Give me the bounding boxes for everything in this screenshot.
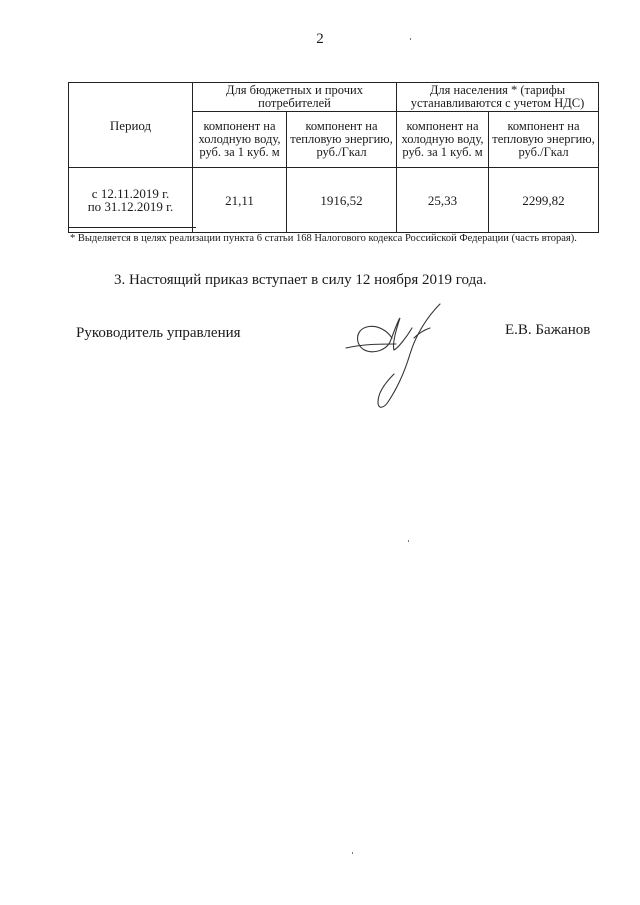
- footnote: * Выделяется в целях реализации пункта 6 статьи 168 Налогового кодекса Российской Федерации (часть вторая).: [70, 233, 577, 244]
- tariff-table: [68, 82, 599, 233]
- group-header-budget: Для бюджетных и прочих потребителей: [193, 83, 397, 112]
- period-header: Период: [69, 83, 193, 168]
- period-from: с 12.11.2019 г.: [91, 186, 170, 201]
- order-clause: 3. Настоящий приказ вступает в силу 12 ноября 2019 года.: [114, 272, 487, 288]
- subheader-budget-heat: компонент на тепловую энергию, руб./Гкал: [287, 112, 397, 168]
- signer-title: Руководитель управления: [76, 325, 241, 341]
- value-budget-water: 21,11: [193, 168, 287, 233]
- footnote-divider: [68, 227, 196, 228]
- subheader-budget-water: компонент на холодную воду, руб. за 1 куб. м: [193, 112, 287, 168]
- period-to: по 31.12.2019 г.: [87, 199, 174, 214]
- value-population-water: 25,33: [397, 168, 489, 233]
- group-header-population: Для населения * (тарифы устанавливаются с учетом НДС): [397, 83, 599, 112]
- period-cell: [69, 168, 193, 233]
- value-population-heat: 2299,82: [489, 168, 599, 233]
- scan-speck: [352, 852, 353, 854]
- scan-speck: [408, 540, 409, 542]
- table-header-row: [69, 83, 599, 112]
- signer-name: Е.В. Бажанов: [505, 322, 591, 338]
- handwritten-signature: [340, 298, 455, 413]
- value-budget-heat: 1916,52: [287, 168, 397, 233]
- subheader-population-water: компонент на холодную воду, руб. за 1 куб. м: [397, 112, 489, 168]
- table-row: [69, 168, 599, 233]
- scan-speck: [410, 38, 411, 40]
- subheader-population-heat: компонент на тепловую энергию, руб./Гкал: [489, 112, 599, 168]
- page-number: 2: [316, 31, 324, 47]
